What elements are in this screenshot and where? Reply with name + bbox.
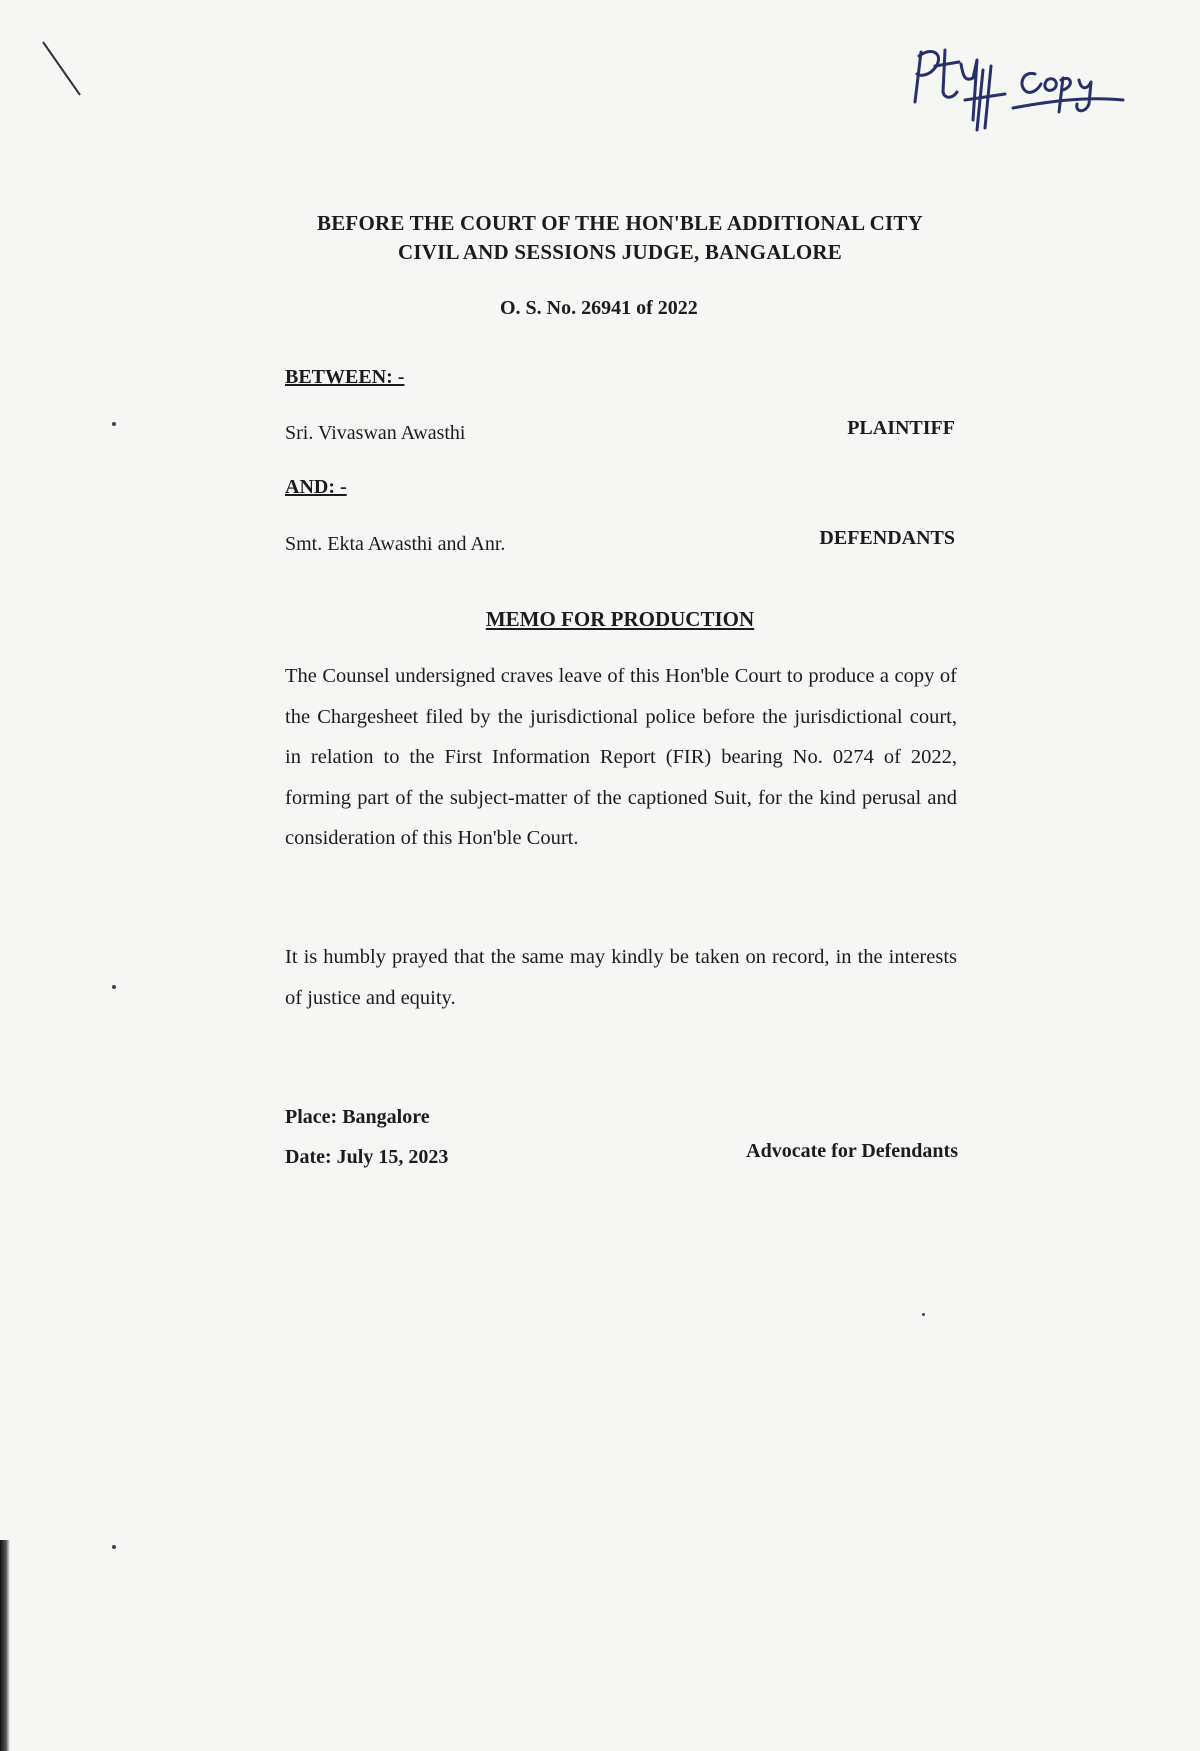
court-heading-line-2: CIVIL AND SESSIONS JUDGE, BANGALORE: [397, 240, 843, 264]
plaintiff-role: PLAINTIFF: [847, 417, 955, 439]
defendant-name: Smt. Ekta Awasthi and Anr.: [285, 533, 506, 555]
handwritten-note-drawing: [895, 30, 1125, 140]
court-heading-line-1: BEFORE THE COURT OF THE HON'BLE ADDITIONAL CITY: [317, 211, 923, 235]
scan-speck: [112, 985, 116, 989]
scan-speck: [922, 1313, 925, 1316]
signatory-line: Advocate for Defendants: [746, 1140, 958, 1162]
plaintiff-name: Sri. Vivaswan Awasthi: [285, 422, 466, 444]
scan-mark: [40, 40, 90, 100]
and-label: AND: -: [285, 476, 347, 498]
defendant-role: DEFENDANTS: [819, 527, 955, 549]
scan-speck: [112, 1545, 116, 1549]
date-line: Date: July 15, 2023: [285, 1146, 449, 1168]
place-line: Place: Bangalore: [285, 1106, 430, 1128]
scan-speck: [112, 422, 116, 426]
case-number: O. S. No. 26941 of 2022: [500, 297, 698, 319]
handwritten-note: [895, 30, 1125, 140]
scan-edge-shadow: [0, 1540, 10, 1751]
memo-paragraph-2: It is humbly prayed that the same may kindly be taken on record, in the interests of justice and equity.: [285, 946, 957, 1009]
memo-title: MEMO FOR PRODUCTION: [485, 607, 755, 631]
between-label: BETWEEN: -: [285, 366, 405, 388]
memo-paragraph-1: The Counsel undersigned craves leave of this Hon'ble Court to produce a copy of the Chargesheet filed by the jurisdictional police before the jurisdictional court, in relation to the First Information Report (FIR) bearing No. 0274 of 2022, forming part of the subject-matter of the captioned Suit, for the kind perusal and consideration of this Hon'ble Court.: [285, 665, 957, 849]
